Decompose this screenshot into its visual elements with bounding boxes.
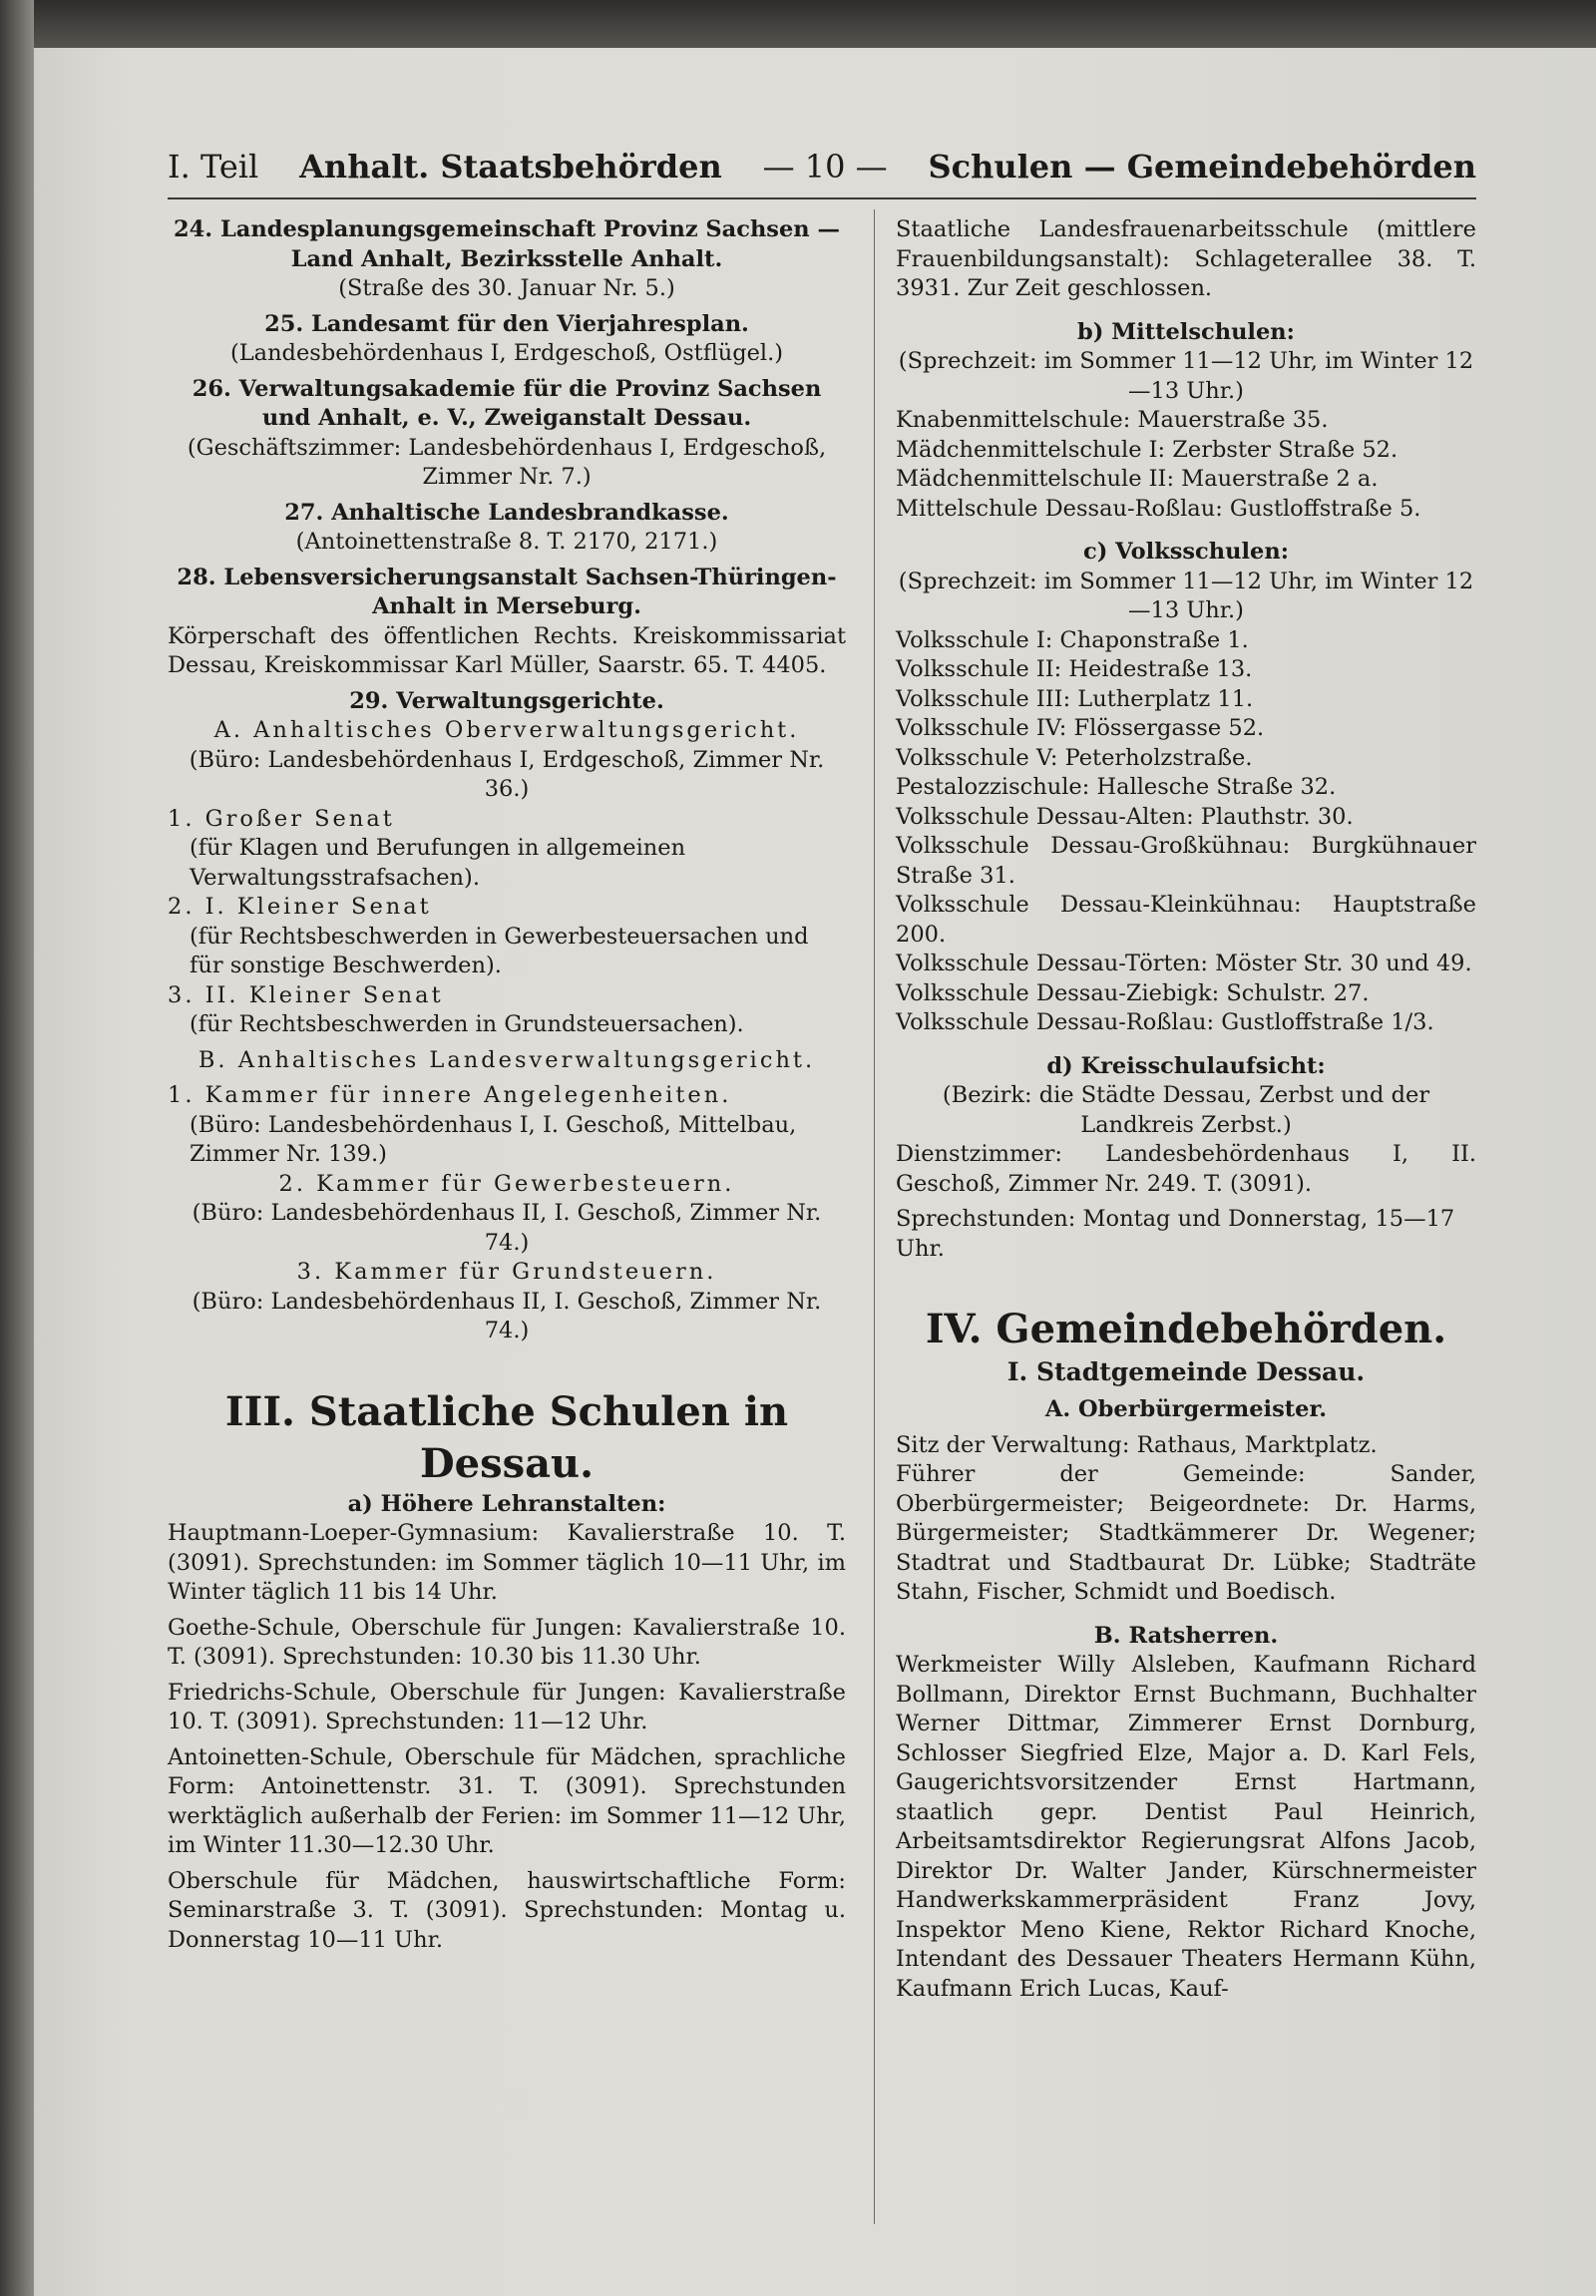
city-dessau-heading: I. Stadtgemeinde Dessau. — [1006, 1357, 1366, 1386]
primary-school-6: Pestalozzischule: Hallesche Straße 32. — [896, 774, 1337, 800]
municipality-leaders: Führer der Gemeinde: Sander, Oberbürgermeister; Beigeordnete: Dr. Harms, Bürgermeister; Stadtkämmerer Dr. Wegener; Stadtrat und Stadtbaurat Dr. Lübke; Stadträte Stahn, Fischer, Schmidt und Boedisch. — [896, 1461, 1476, 1605]
primary-school-8: Volksschule Dessau-Großkühnau: Burgkühnauer Straße 31. — [896, 833, 1476, 889]
primary-school-10: Volksschule Dessau-Törten: Möster Str. 30 und 49. — [896, 951, 1472, 976]
senate-3-body: (für Rechtsbeschwerden in Grundsteuersachen). — [190, 1011, 744, 1037]
mayor-heading: A. Oberbürgermeister. — [1044, 1396, 1328, 1422]
entry-27-address: (Antoinettenstraße 8. T. 2170, 2171.) — [295, 529, 718, 555]
primary-schools-heading: c) Volksschulen: — [1083, 539, 1289, 565]
primary-school-1: Volksschule I: Chaponstraße 1. — [896, 626, 1249, 653]
primary-school-3: Volksschule III: Lutherplatz 11. — [896, 685, 1254, 712]
chamber-2-title: 2. Kammer für Gewerbesteuern. — [278, 1170, 735, 1197]
school-supervision-office: Dienstzimmer: Landesbehördenhaus I, II. Geschoß, Zimmer Nr. 249. T. (3091). — [896, 1141, 1476, 1197]
entry-28-body: Körperschaft des öffentlichen Rechts. Kreiskommissariat Dessau, Kreiskommissar Karl Müller, Saarstr. 65. T. 4405. — [168, 622, 846, 678]
chamber-3-body: (Büro: Landesbehördenhaus II, I. Geschoß, Zimmer Nr. 74.) — [192, 1288, 822, 1343]
entry-29-title: 29. Verwaltungsgerichte. — [349, 687, 664, 714]
right-column — [896, 215, 1476, 2004]
entry-27-title: 27. Anhaltische Landesbrandkasse. — [284, 499, 729, 526]
school-goethe: Goethe-Schule, Oberschule für Jungen: Kavalierstraße 10. T. (3091). Sprechstunden: 10.30 bis 11.30 Uhr. — [168, 1614, 846, 1670]
primary-school-11: Volksschule Dessau-Ziebigk: Schulstr. 27. — [896, 979, 1370, 1006]
primary-school-9: Volksschule Dessau-Kleinkühnau: Hauptstraße 200. — [896, 892, 1476, 948]
header-section: Schulen — Gemeindebehörden — [928, 148, 1476, 186]
court-a-address: (Büro: Landesbehördenhaus I, Erdgeschoß, Zimmer Nr. 36.) — [189, 746, 825, 802]
section-4-heading: IV. Gemeindebehörden. — [925, 1306, 1447, 1352]
left-column — [168, 215, 846, 1955]
school-hauptmann-loeper: Hauptmann-Loeper-Gymnasium: Kavalierstraße 10. T. (3091). Sprechstunden: im Sommer täglich 10—11 Uhr, im Winter täglich 11 bis 14 Uhr. — [168, 1520, 846, 1605]
administration-seat: Sitz der Verwaltung: Rathaus, Marktplatz. — [896, 1431, 1378, 1458]
school-supervision-heading: d) Kreisschulaufsicht: — [1046, 1052, 1326, 1079]
primary-school-5: Volksschule V: Peterholzstraße. — [896, 744, 1253, 771]
primary-school-7: Volksschule Dessau-Alten: Plauthstr. 30. — [896, 803, 1354, 830]
primary-school-2: Volksschule II: Heidestraße 13. — [896, 656, 1253, 682]
senate-2-title: 2. I. Kleiner Senat — [168, 894, 432, 920]
senate-3-title: 3. II. Kleiner Senat — [168, 981, 444, 1008]
school-antoinetten: Antoinetten-Schule, Oberschule für Mädchen, sprachliche Form: Antoinettenstr. 31. T. (3091). Sprechstunden werktäglich außerhalb der Ferien: im Sommer 11—12 Uhr, im Winter 11.30—12.30 Uhr. — [168, 1743, 846, 1858]
councillors-list: Werkmeister Willy Alsleben, Kaufmann Richard Bollmann, Direktor Ernst Buchmann, Buchhalter Werner Dittmar, Zimmerer Ernst Dornburg, Schlosser Siegfried Elze, Major a. D. Karl Fels, Gaugerichtsvorsitzender Ernst Hartmann, staatlich gepr. Dentist Paul Heinrich, Arbeitsamtsdirektor Regierungsrat Alfons Jacob, Direktor Dr. Walter Jander, Kürschnermeister Handwerkskammerpräsident Franz Jovy, Inspektor Meno Kiene, Rektor Richard Knoche, Intendant des Dessauer Theaters Hermann Kühn, Kaufmann Erich Lucas, Kauf- — [896, 1652, 1476, 2002]
entry-28-title: 28. Lebensversicherungsanstalt Sachsen-Thüringen-Anhalt in Merseburg. — [177, 564, 837, 619]
middle-school-2: Mädchenmittelschule I: Zerbster Straße 52. — [896, 436, 1398, 463]
middle-schools-heading: b) Mittelschulen: — [1077, 318, 1295, 345]
entry-25-title: 25. Landesamt für den Vierjahresplan. — [264, 310, 749, 337]
chamber-1-title: 1. Kammer für innere Angelegenheiten. — [168, 1082, 732, 1108]
chamber-1-body: (Büro: Landesbehördenhaus I, I. Geschoß, Mittelbau, Zimmer Nr. 139.) — [190, 1111, 797, 1167]
school-friedrichs: Friedrichs-Schule, Oberschule für Jungen: Kavalierstraße 10. T. (3091). Sprechstunden: 11—12 Uhr. — [168, 1679, 846, 1734]
school-maedchen-hauswirtschaft: Oberschule für Mädchen, hauswirtschaftliche Form: Seminarstraße 3. T. (3091). Sprechstunden: Montag u. Donnerstag 10—11 Uhr. — [168, 1867, 846, 1953]
entry-26-address: (Geschäftszimmer: Landesbehördenhaus I, Erdgeschoß, Zimmer Nr. 7.) — [187, 434, 827, 490]
chamber-3-title: 3. Kammer für Grundsteuern. — [296, 1259, 717, 1285]
school-supervision-hours: Sprechstunden: Montag und Donnerstag, 15—17 Uhr. — [896, 1206, 1455, 1262]
book-spine — [0, 0, 34, 2296]
primary-school-12: Volksschule Dessau-Roßlau: Gustloffstraße 1/3. — [896, 1009, 1434, 1035]
middle-school-4: Mittelschule Dessau-Roßlau: Gustloffstraße 5. — [896, 495, 1421, 522]
senate-1-title: 1. Großer Senat — [168, 805, 395, 832]
senate-1-body: (für Klagen und Berufungen in allgemeinen Verwaltungsstrafsachen). — [190, 835, 686, 891]
senate-2-body: (für Rechtsbeschwerden in Gewerbesteuersachen und für sonstige Beschwerden). — [190, 923, 809, 978]
entry-26-title: 26. Verwaltungsakademie für die Provinz Sachsen und Anhalt, e. V., Zweiganstalt Dessau. — [192, 375, 822, 431]
councillors-heading: B. Ratsherren. — [1093, 1622, 1279, 1649]
middle-schools-hours: (Sprechzeit: im Sommer 11—12 Uhr, im Winter 12—13 Uhr.) — [898, 348, 1474, 404]
page-header — [168, 148, 1476, 193]
section-3-heading: III. Staatliche Schulen in Dessau. — [224, 1387, 789, 1487]
header-title: Anhalt. Staatsbehörden — [299, 148, 722, 186]
court-a-title: A. Anhaltisches Oberverwaltungsgericht. — [213, 717, 800, 743]
header-rule — [168, 197, 1476, 199]
middle-school-3: Mädchenmittelschule II: Mauerstraße 2 a. — [896, 466, 1379, 492]
header-part: I. Teil — [168, 148, 259, 186]
chamber-2-body: (Büro: Landesbehördenhaus II, I. Geschoß, Zimmer Nr. 74.) — [192, 1200, 822, 1256]
primary-school-4: Volksschule IV: Flössergasse 52. — [896, 715, 1265, 741]
entry-25-address: (Landesbehördenhaus I, Erdgeschoß, Ostflügel.) — [229, 340, 784, 366]
higher-schools-heading: a) Höhere Lehranstalten: — [347, 1490, 666, 1517]
primary-schools-hours: (Sprechzeit: im Sommer 11—12 Uhr, im Winter 12—13 Uhr.) — [898, 568, 1474, 623]
column-divider — [874, 209, 875, 2224]
scan-top-edge — [0, 0, 1596, 48]
school-frauenarbeitsschule: Staatliche Landesfrauenarbeitsschule (mittlere Frauenbildungsanstalt): Schlageterallee 38. T. 3931. Zur Zeit geschlossen. — [896, 216, 1476, 301]
entry-24-address: (Straße des 30. Januar Nr. 5.) — [338, 275, 675, 301]
court-b-title: B. Anhaltisches Landesverwaltungsgericht. — [198, 1046, 816, 1073]
school-supervision-district: (Bezirk: die Städte Dessau, Zerbst und der Landkreis Zerbst.) — [942, 1082, 1430, 1138]
middle-school-1: Knabenmittelschule: Mauerstraße 35. — [896, 407, 1329, 433]
page-number: — 10 — — [762, 148, 888, 186]
entry-24-title: 24. Landesplanungsgemeinschaft Provinz Sachsen — Land Anhalt, Bezirksstelle Anhalt. — [173, 216, 840, 272]
